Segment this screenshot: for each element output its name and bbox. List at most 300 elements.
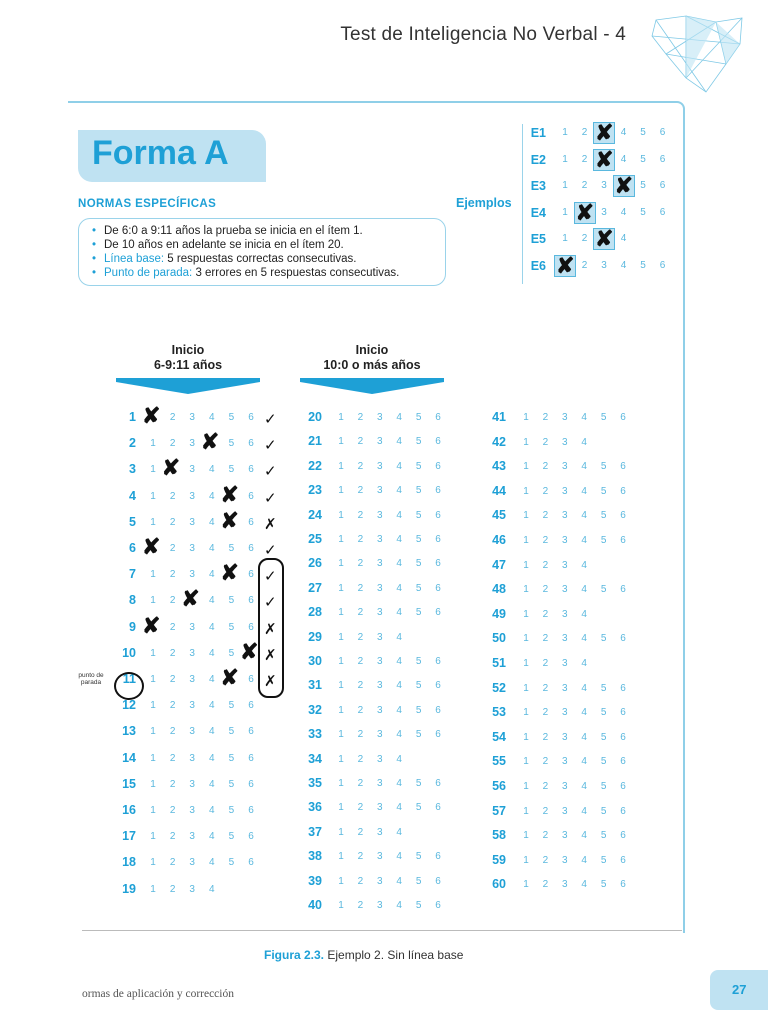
option-number: 4	[396, 753, 402, 765]
option-number: 3	[189, 412, 195, 423]
option-number: 4	[209, 674, 215, 685]
cross-mark-icon: ✗	[264, 673, 277, 690]
item-number: 13	[122, 724, 136, 739]
option-number: 4	[396, 875, 402, 887]
option-number: 3	[189, 569, 195, 581]
item-number: 34	[308, 751, 322, 766]
option-number: 3	[601, 206, 607, 218]
item-number: 44	[492, 483, 506, 498]
option-number: 5	[415, 729, 422, 741]
item-number: 32	[308, 702, 322, 717]
option-number: 2	[542, 584, 549, 596]
option-number: 4	[396, 582, 402, 594]
option-number: 2	[357, 607, 364, 619]
option-number: 6	[248, 621, 254, 633]
option-number: 3	[562, 436, 568, 448]
option-number: 4	[209, 647, 215, 659]
option-number: 6	[248, 857, 254, 869]
item-number: 56	[492, 779, 506, 793]
option-number: 1	[338, 900, 344, 911]
option-number: 1	[338, 851, 344, 863]
option-number: 5	[415, 851, 422, 863]
check-mark-icon: ✓	[264, 411, 277, 428]
item-number: 26	[308, 556, 322, 571]
option-number: 1	[338, 485, 344, 497]
header-title: Test de Inteligencia No Verbal - 4	[340, 24, 626, 45]
option-number: 3	[562, 461, 568, 473]
option-number: 6	[620, 707, 626, 719]
option-number: 1	[523, 830, 529, 842]
option-number: 2	[169, 857, 176, 869]
option-number: 3	[189, 543, 195, 554]
option-number: 6	[435, 509, 441, 521]
arrow-down-icon	[116, 378, 260, 396]
ejemplo-label: E5	[530, 232, 546, 246]
option-number: 1	[338, 631, 344, 643]
option-number: 2	[169, 569, 176, 581]
option-number: 2	[357, 851, 364, 863]
item-number: 20	[308, 410, 322, 424]
option-number: 5	[228, 778, 235, 790]
option-number: 4	[620, 127, 627, 138]
option-number: 4	[581, 436, 587, 448]
item-number: 19	[122, 881, 136, 896]
option-number: 3	[377, 631, 383, 643]
stop-point-circle	[114, 672, 144, 700]
option-number: 3	[562, 658, 568, 669]
punto-parada-label: punto de parada	[78, 672, 104, 686]
option-number: 4	[209, 621, 215, 633]
option-number: 3	[601, 259, 607, 271]
option-number: 3	[562, 485, 568, 497]
option-number: 1	[523, 658, 529, 669]
option-number: 6	[435, 582, 441, 594]
option-number: 5	[228, 831, 235, 843]
option-number: 6	[620, 830, 626, 842]
option-number: 2	[169, 674, 176, 685]
option-number: 2	[169, 412, 176, 423]
option-number: 6	[435, 656, 441, 667]
arrow-down-icon	[300, 378, 444, 396]
item-number: 55	[492, 754, 506, 769]
option-number: 1	[523, 805, 529, 817]
option-number: 6	[435, 485, 441, 497]
option-number: 3	[377, 753, 383, 765]
option-number: 6	[620, 756, 626, 768]
option-number: 6	[659, 153, 666, 165]
item-number: 45	[492, 508, 506, 523]
option-number: 2	[357, 485, 364, 497]
option-number: 5	[228, 438, 235, 450]
option-number: 3	[189, 857, 195, 869]
ejemplo-label: E4	[530, 205, 546, 220]
option-number: 5	[228, 647, 235, 659]
option-number: 3	[562, 830, 568, 842]
option-number: 2	[357, 582, 364, 594]
option-number: 4	[581, 682, 587, 694]
option-number: 3	[377, 460, 383, 472]
ejemplo-label: E6	[530, 258, 546, 273]
option-number: 3	[562, 781, 568, 792]
option-number: 3	[377, 558, 383, 570]
option-number: 4	[396, 704, 402, 716]
option-number: 2	[357, 509, 364, 521]
option-number: 1	[150, 674, 156, 685]
option-number: 1	[523, 781, 529, 792]
option-number: 1	[523, 879, 529, 891]
option-number: 3	[377, 582, 383, 594]
cross-mark-icon: ✗	[264, 515, 277, 533]
item-number: 9	[129, 619, 136, 634]
item-number: 8	[129, 593, 136, 608]
option-number: 2	[169, 831, 176, 843]
x-mark-icon: ✘	[575, 199, 594, 225]
option-number: 1	[523, 412, 529, 423]
option-number: 1	[150, 647, 156, 659]
option-number: 3	[377, 509, 383, 521]
option-number: 1	[150, 726, 156, 738]
option-number: 1	[338, 778, 344, 789]
item-number: 23	[308, 483, 322, 498]
option-number: 4	[396, 509, 402, 521]
check-mark-icon: ✓	[264, 489, 277, 507]
option-number: 6	[248, 569, 254, 581]
x-mark-icon: ✘	[220, 507, 239, 533]
option-number: 4	[620, 259, 627, 271]
option-number: 2	[169, 621, 176, 633]
option-number: 2	[542, 805, 549, 817]
option-number: 3	[377, 778, 383, 789]
option-number: 4	[620, 153, 627, 165]
option-number: 5	[640, 259, 646, 271]
item-number: 17	[122, 829, 136, 844]
option-number: 2	[357, 558, 364, 570]
item-number: 60	[492, 877, 506, 892]
option-number: 4	[396, 558, 402, 570]
option-number: 1	[150, 516, 156, 528]
option-number: 2	[169, 516, 176, 528]
option-number: 2	[357, 826, 364, 838]
item-number: 51	[492, 656, 506, 670]
item-number: 36	[308, 800, 322, 815]
option-number: 2	[542, 658, 549, 669]
option-number: 2	[542, 608, 549, 620]
option-number: 5	[600, 879, 607, 891]
option-number: 3	[189, 778, 195, 790]
option-number: 4	[581, 707, 587, 719]
option-number: 3	[189, 438, 195, 450]
option-number: 2	[542, 633, 549, 645]
option-number: 4	[396, 631, 402, 643]
option-number: 6	[620, 781, 626, 792]
option-number: 1	[150, 857, 156, 869]
option-number: 4	[209, 569, 215, 581]
option-number: 6	[659, 206, 666, 218]
option-number: 3	[562, 608, 568, 620]
option-number: 4	[581, 756, 587, 768]
option-number: 3	[189, 831, 195, 843]
option-number: 5	[415, 704, 422, 716]
option-number: 1	[338, 412, 344, 423]
option-number: 2	[542, 559, 549, 571]
x-mark-icon: ✘	[595, 226, 614, 251]
x-mark-icon: ✘	[240, 638, 259, 664]
item-number: 52	[492, 680, 506, 695]
divider	[82, 930, 682, 931]
baseline-bracket	[258, 558, 284, 698]
option-number: 4	[396, 656, 402, 667]
option-number: 5	[415, 582, 422, 594]
item-number: 59	[492, 852, 506, 867]
option-number: 5	[640, 127, 646, 138]
option-number: 3	[562, 682, 568, 694]
option-number: 4	[209, 412, 215, 423]
option-number: 2	[357, 436, 364, 448]
item-number: 46	[492, 533, 506, 547]
option-number: 6	[435, 875, 441, 887]
item-number: 37	[308, 824, 322, 839]
option-number: 5	[228, 595, 235, 607]
option-number: 1	[523, 485, 529, 497]
option-number: 4	[581, 658, 587, 669]
option-number: 4	[209, 778, 215, 790]
option-number: 6	[248, 778, 254, 790]
option-number: 6	[435, 680, 441, 692]
item-number: 28	[308, 605, 322, 620]
option-number: 6	[248, 516, 254, 528]
check-mark-icon: ✓	[264, 568, 277, 586]
option-number: 6	[248, 412, 254, 423]
option-number: 2	[581, 127, 588, 138]
option-number: 4	[209, 752, 215, 764]
option-number: 2	[169, 595, 176, 607]
option-number: 4	[396, 900, 402, 911]
option-number: 5	[228, 543, 235, 554]
option-number: 4	[581, 559, 587, 571]
forma-title: Forma A	[92, 134, 229, 172]
option-number: 6	[248, 674, 254, 685]
option-number: 1	[523, 731, 529, 743]
option-number: 3	[377, 875, 383, 887]
option-number: 5	[600, 830, 607, 842]
option-number: 6	[435, 436, 441, 448]
option-number: 2	[542, 731, 549, 743]
option-number: 6	[659, 127, 666, 138]
option-number: 1	[562, 233, 568, 244]
option-number: 3	[189, 883, 195, 895]
item-number: 18	[122, 855, 136, 870]
option-number: 6	[248, 595, 254, 607]
option-number: 2	[542, 756, 549, 768]
item-number: 30	[308, 654, 322, 668]
option-number: 5	[415, 900, 422, 911]
option-number: 6	[620, 805, 626, 817]
option-number: 5	[415, 607, 422, 619]
option-number: 2	[169, 805, 176, 816]
item-number: 42	[492, 434, 506, 449]
item-number: 1	[129, 410, 136, 424]
option-number: 4	[581, 830, 587, 842]
option-number: 5	[640, 153, 646, 165]
option-number: 2	[542, 510, 549, 522]
option-number: 6	[435, 729, 441, 741]
item-number: 22	[308, 458, 322, 473]
option-number: 3	[189, 464, 195, 476]
option-number: 1	[338, 534, 344, 545]
option-number: 4	[209, 700, 215, 712]
item-number: 43	[492, 459, 506, 474]
option-number: 3	[562, 879, 568, 891]
option-number: 6	[435, 412, 441, 423]
option-number: 1	[150, 595, 156, 607]
option-number: 1	[338, 704, 344, 716]
option-number: 5	[415, 875, 422, 887]
item-number: 24	[308, 507, 322, 522]
option-number: 4	[396, 534, 402, 545]
option-number: 2	[357, 753, 364, 765]
option-number: 4	[209, 490, 215, 502]
option-number: 3	[377, 607, 383, 619]
option-number: 1	[150, 438, 156, 450]
item-number: 48	[492, 582, 506, 597]
option-number: 4	[209, 726, 215, 738]
option-number: 6	[620, 510, 626, 522]
cross-mark-icon: ✗	[264, 646, 277, 664]
option-number: 1	[523, 854, 529, 866]
item-number: 41	[492, 410, 506, 424]
option-number: 3	[377, 826, 383, 838]
option-number: 4	[581, 584, 587, 596]
option-number: 1	[523, 756, 529, 768]
option-number: 3	[562, 854, 568, 866]
x-mark-icon: ✘	[595, 120, 614, 145]
check-mark-icon: ✓	[264, 463, 277, 481]
option-number: 2	[169, 883, 176, 895]
option-number: 2	[169, 778, 176, 790]
x-mark-icon: ✘	[220, 481, 239, 507]
option-number: 4	[620, 233, 627, 244]
option-number: 5	[600, 510, 607, 522]
option-number: 1	[338, 680, 344, 692]
option-number: 5	[600, 756, 607, 768]
option-number: 2	[542, 412, 549, 423]
item-number: 3	[129, 462, 136, 477]
option-number: 4	[581, 412, 587, 423]
item-number: 5	[129, 514, 136, 529]
option-number: 2	[357, 460, 364, 472]
option-number: 3	[189, 700, 195, 712]
option-number: 4	[620, 206, 627, 218]
option-number: 3	[562, 731, 568, 743]
option-number: 4	[396, 485, 402, 497]
item-number: 50	[492, 631, 506, 646]
option-number: 6	[435, 534, 441, 545]
option-number: 6	[248, 805, 254, 816]
option-number: 1	[562, 127, 568, 138]
option-number: 2	[169, 490, 176, 502]
option-number: 1	[523, 707, 529, 719]
option-number: 4	[581, 805, 587, 817]
option-number: 6	[620, 584, 626, 596]
option-number: 4	[209, 516, 215, 528]
option-number: 3	[562, 756, 568, 768]
option-number: 5	[600, 805, 607, 817]
item-number: 49	[492, 606, 506, 621]
option-number: 5	[415, 412, 422, 423]
option-number: 6	[620, 854, 626, 866]
option-number: 6	[620, 633, 626, 645]
ejemplo-label: E1	[530, 126, 546, 140]
x-mark-icon: ✘	[595, 146, 614, 172]
option-number: 2	[169, 438, 176, 450]
option-number: 5	[228, 805, 235, 816]
option-number: 2	[169, 752, 176, 764]
option-number: 1	[338, 607, 344, 619]
option-number: 4	[581, 781, 587, 792]
option-number: 2	[357, 875, 364, 887]
option-number: 1	[523, 584, 529, 596]
option-number: 4	[396, 460, 402, 472]
option-number: 3	[189, 621, 195, 633]
option-number: 2	[542, 485, 549, 497]
option-number: 2	[357, 534, 364, 545]
option-number: 1	[150, 883, 156, 895]
option-number: 5	[228, 752, 235, 764]
option-number: 2	[357, 656, 364, 667]
item-number: 29	[308, 629, 322, 644]
option-number: 5	[600, 781, 607, 792]
option-number: 4	[581, 608, 587, 620]
option-number: 6	[248, 490, 254, 502]
option-number: 1	[338, 436, 344, 448]
option-number: 3	[377, 680, 383, 692]
option-number: 4	[581, 510, 587, 522]
option-number: 3	[562, 510, 568, 522]
option-number: 5	[228, 464, 235, 476]
option-number: 1	[338, 826, 344, 838]
check-mark-icon: ✓	[264, 542, 277, 559]
option-number: 4	[396, 826, 402, 838]
option-number: 5	[600, 854, 607, 866]
item-number: 6	[129, 541, 136, 555]
option-number: 3	[562, 805, 568, 817]
item-number: 54	[492, 729, 506, 744]
option-number: 1	[150, 569, 156, 581]
inicio-label-1: Inicio 6-9:11 años	[153, 343, 223, 372]
option-number: 4	[209, 543, 215, 554]
option-number: 6	[248, 752, 254, 764]
x-mark-icon: ✘	[142, 403, 161, 428]
option-number: 6	[620, 879, 626, 891]
option-number: 2	[542, 682, 549, 694]
option-number: 2	[169, 543, 176, 554]
option-number: 4	[209, 805, 215, 816]
option-number: 2	[357, 729, 364, 741]
option-number: 2	[542, 436, 549, 448]
option-number: 4	[581, 461, 587, 473]
option-number: 1	[562, 180, 568, 191]
option-number: 4	[581, 854, 587, 866]
option-number: 3	[189, 674, 195, 685]
option-number: 5	[228, 857, 235, 869]
item-number: 38	[308, 849, 322, 864]
x-mark-icon: ✘	[181, 586, 200, 612]
option-number: 5	[228, 621, 235, 633]
option-number: 1	[150, 752, 156, 764]
option-number: 3	[377, 851, 383, 863]
option-number: 6	[435, 704, 441, 716]
option-number: 3	[562, 412, 568, 423]
